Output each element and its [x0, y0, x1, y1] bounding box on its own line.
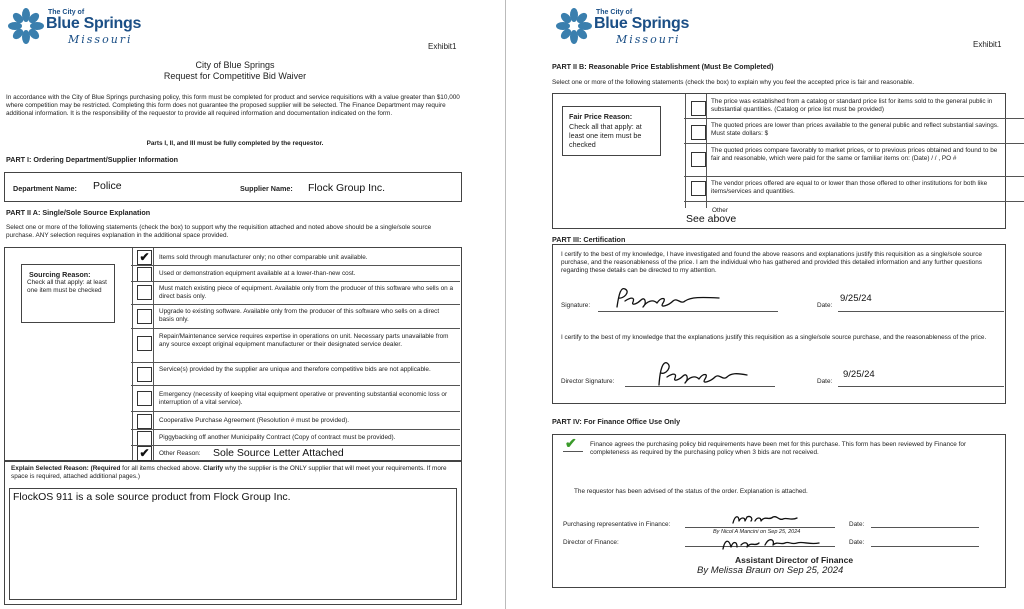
option-checkbox[interactable]	[691, 181, 706, 196]
part2b-instructions: Select one or more of the following statements (check the box) to explain why you feel the accepted price is fair and reasonable.	[552, 79, 914, 86]
logo-line3: Missouri	[68, 33, 133, 46]
option-text: Items sold through manufacturer only; no other comparable unit available.	[159, 254, 368, 261]
row-divider	[131, 362, 460, 363]
logo-line1: The City of	[48, 9, 85, 16]
option-text: Repair/Maintenance service requires expertise in operations on unit. Necessary parts unavailable from any source except original equipment manufacturer or their designated service dealer.	[159, 333, 449, 348]
option-checkbox[interactable]	[137, 267, 152, 282]
right-page	[532, 0, 1024, 609]
page-edge	[505, 0, 506, 609]
asst-director-signature-icon	[719, 533, 829, 553]
option-checkbox[interactable]	[137, 285, 152, 300]
option-text: Cooperative Purchase Agreement (Resolution # must be provided).	[159, 417, 350, 424]
date-line	[871, 546, 979, 547]
logo-line1: The City of	[596, 9, 633, 16]
page-separator	[470, 0, 532, 609]
explain-value[interactable]: FlockOS 911 is a sole source product from Flock Group Inc.	[13, 491, 291, 503]
fair-price-reason-box	[562, 106, 661, 156]
row-divider	[131, 429, 460, 430]
option-checkbox[interactable]	[691, 101, 706, 116]
option-checkbox[interactable]	[137, 309, 152, 324]
flower-logo-icon	[8, 8, 44, 44]
row-divider	[684, 118, 1024, 119]
date-label: Date:	[849, 521, 865, 528]
left-page	[0, 0, 470, 609]
flower-logo-icon	[556, 8, 592, 44]
part2a-instructions: Select one or more of the following statements (check the box) to support why the requisition attached and noted above should be a single/sole source purchase. ANY selection requires explanation in the additional space provided.	[6, 224, 432, 239]
form-title-line2: Request for Competitive Bid Waiver	[163, 71, 307, 81]
row-divider	[131, 281, 460, 282]
logo-line2: Blue Springs	[46, 15, 142, 32]
sourcing-subtitle: Check all that apply: at least one item must be checked	[27, 279, 107, 294]
city-logo	[556, 6, 696, 46]
option-checkbox[interactable]	[137, 391, 152, 406]
signature-label: Signature:	[561, 302, 591, 309]
date-line	[871, 527, 979, 528]
asst-director-title: Assistant Director of Finance	[735, 555, 854, 565]
option-text: The quoted prices are lower than prices available to the general public and reflect substantial savings. Must state dollars: $	[711, 122, 999, 137]
supplier-value[interactable]: Flock Group Inc.	[308, 182, 386, 194]
part1-heading: PART I: Ordering Department/Supplier Information	[6, 155, 178, 164]
option-checkbox[interactable]	[137, 367, 152, 382]
part4-heading: PART IV: For Finance Office Use Only	[552, 417, 681, 426]
explain-clarify: Clarify	[203, 465, 224, 472]
date2-value[interactable]: 9/25/24	[843, 369, 875, 380]
option-checkbox[interactable]: ✔	[137, 250, 152, 265]
parts-note: Parts I, II, and III must be fully completed by the requestor.	[146, 140, 324, 147]
col-divider	[685, 94, 686, 208]
finance-check-icon: ✔	[565, 435, 577, 451]
option-checkbox[interactable]	[137, 336, 152, 351]
row-divider	[131, 411, 460, 412]
requestor-advised-text: The requestor has been advised of the status of the order. Explanation is attached.	[574, 488, 808, 495]
asst-director-signed: By Melissa Braun on Sep 25, 2024	[697, 565, 844, 576]
date-line	[838, 386, 1004, 387]
city-logo	[8, 6, 148, 46]
date1-value[interactable]: 9/25/24	[840, 293, 872, 304]
form-title-line1: City of Blue Springs	[195, 60, 275, 70]
fair-title: Fair Price Reason:	[569, 112, 633, 121]
col-divider	[706, 94, 707, 208]
row-divider	[131, 265, 460, 266]
explain-textbox[interactable]	[9, 488, 457, 600]
part2b-heading: PART II B: Reasonable Price Establishment (Must Be Completed)	[552, 62, 774, 71]
row-divider	[131, 385, 460, 386]
supplier-label: Supplier Name:	[240, 184, 293, 193]
logo-line3: Missouri	[616, 33, 681, 46]
cert1-text: I certify to the best of my knowledge, I have investigated and found the above reasons and explanations justify this requisition as a single/sole source purchase, and the reasonableness of the price. I am the individual who has gathered and provided this detailed information and any further questions regarding these details can be directed to my attention.	[561, 251, 982, 274]
option-checkbox[interactable]	[137, 414, 152, 429]
date-label: Date:	[817, 302, 833, 309]
department-value[interactable]: Police	[93, 180, 122, 192]
intro-paragraph: In accordance with the City of Blue Springs purchasing policy, this form must be completed for product and service requisitions with a value greater than $10,000 where competition may be restricted. Completing this form does not guarantee the proposed supplier will be selected. The Finance Department may require additional information. It is the responsibility of the requestor to provide all required information and documentation indicated on the form.	[6, 94, 460, 117]
certification-section	[552, 244, 1006, 404]
option-text: Used or demonstration equipment available at a lower-than-new cost.	[159, 270, 356, 277]
finance-agree-text: Finance agrees the purchasing policy bid requirements have been met for this purchase. This form has been reviewed by Finance for completeness as required by the purchasing policy when 3 bids are not received.	[590, 441, 967, 456]
other-label: Other	[712, 207, 728, 214]
option-checkbox[interactable]	[691, 152, 706, 167]
row-divider	[131, 304, 460, 305]
director-signature-label: Director Signature:	[561, 378, 615, 385]
option-text: The quoted prices compare favorably to market prices, or to previous prices obtained and found to be fair and reasonable, which were paid for the same or familiar items on: (Date) / / , PO #	[711, 147, 998, 162]
option-checkbox[interactable]	[137, 431, 152, 446]
row-divider	[131, 445, 460, 446]
date-label: Date:	[817, 378, 833, 385]
cert2-text: I certify to the best of my knowledge that the explanations justify this requisition as a single/sole source purchase, and the reasonableness of the price.	[561, 334, 987, 341]
option-text: The price was established from a catalog or standard price list for items sold to the general public in substantial quantities. (Catalog or price list must be provided)	[711, 98, 993, 113]
form-title	[0, 60, 470, 82]
explain-rest2: why the supplier is the ONLY supplier that will meet your requirements. If more space is required, attached additional pages.)	[11, 465, 447, 480]
part2a-heading: PART II A: Single/Sole Source Explanation	[6, 208, 151, 217]
option-text: Service(s) provided by the supplier are unique and therefore competitive bids are not applicable.	[159, 366, 431, 373]
explain-required: (Required	[90, 465, 121, 472]
purch-rep-label: Purchasing representative in Finance:	[563, 521, 671, 528]
option-text: The vendor prices offered are equal to or lower than those offered to other institutions for both like items/services and quantities.	[711, 180, 988, 195]
explain-instructions	[11, 465, 456, 481]
row-divider	[684, 176, 1024, 177]
purch-rep-signed: By Nicol A Mancini on Sep 25, 2024	[713, 529, 801, 535]
other-value[interactable]: See above	[686, 213, 737, 225]
purch-rep-line	[685, 527, 835, 528]
part3-heading: PART III: Certification	[552, 235, 626, 244]
other-reason-value[interactable]: Sole Source Letter Attached	[213, 447, 344, 459]
option-text: Must match existing piece of equipment. Available only from the producer of this software who sells on a direct basis only.	[159, 285, 454, 300]
option-checkbox[interactable]: ✔	[137, 446, 152, 461]
row-divider	[131, 328, 460, 329]
explain-label: Explain Selected Reason:	[11, 465, 89, 472]
option-text: Piggybacking off another Municipality Contract (Copy of contract must be provided).	[159, 434, 396, 441]
explain-rest: for all items checked above.	[122, 465, 202, 472]
exhibit-label: Exhibit1	[428, 42, 457, 51]
department-label: Department Name:	[13, 184, 77, 193]
sourcing-reason-box	[21, 264, 115, 323]
row-divider	[684, 201, 1024, 202]
exhibit-label: Exhibit1	[973, 40, 1002, 49]
part1-box	[4, 172, 462, 202]
row-divider	[684, 143, 1024, 144]
option-checkbox[interactable]	[691, 125, 706, 140]
date-line	[838, 311, 1004, 312]
option-text: Emergency (necessity of keeping vital equipment operative or preventing substantial economic loss or interruption of a vital service).	[159, 391, 448, 406]
purch-rep-signature-icon	[731, 511, 801, 527]
finance-section	[552, 434, 1006, 588]
director-signature-icon	[651, 357, 771, 391]
option-text: Other Reason:	[159, 450, 201, 457]
logo-line2: Blue Springs	[594, 15, 690, 32]
date-label: Date:	[849, 539, 865, 546]
explain-section	[4, 461, 462, 605]
requestor-signature-icon	[611, 283, 731, 315]
director-finance-label: Director of Finance:	[563, 539, 619, 546]
option-text: Upgrade to existing software. Available only from the producer of this software who sells on a direct basis only.	[159, 308, 440, 323]
sourcing-title: Sourcing Reason:	[29, 270, 91, 279]
fair-subtitle: Check all that apply: at least one item must be checked	[569, 122, 642, 149]
